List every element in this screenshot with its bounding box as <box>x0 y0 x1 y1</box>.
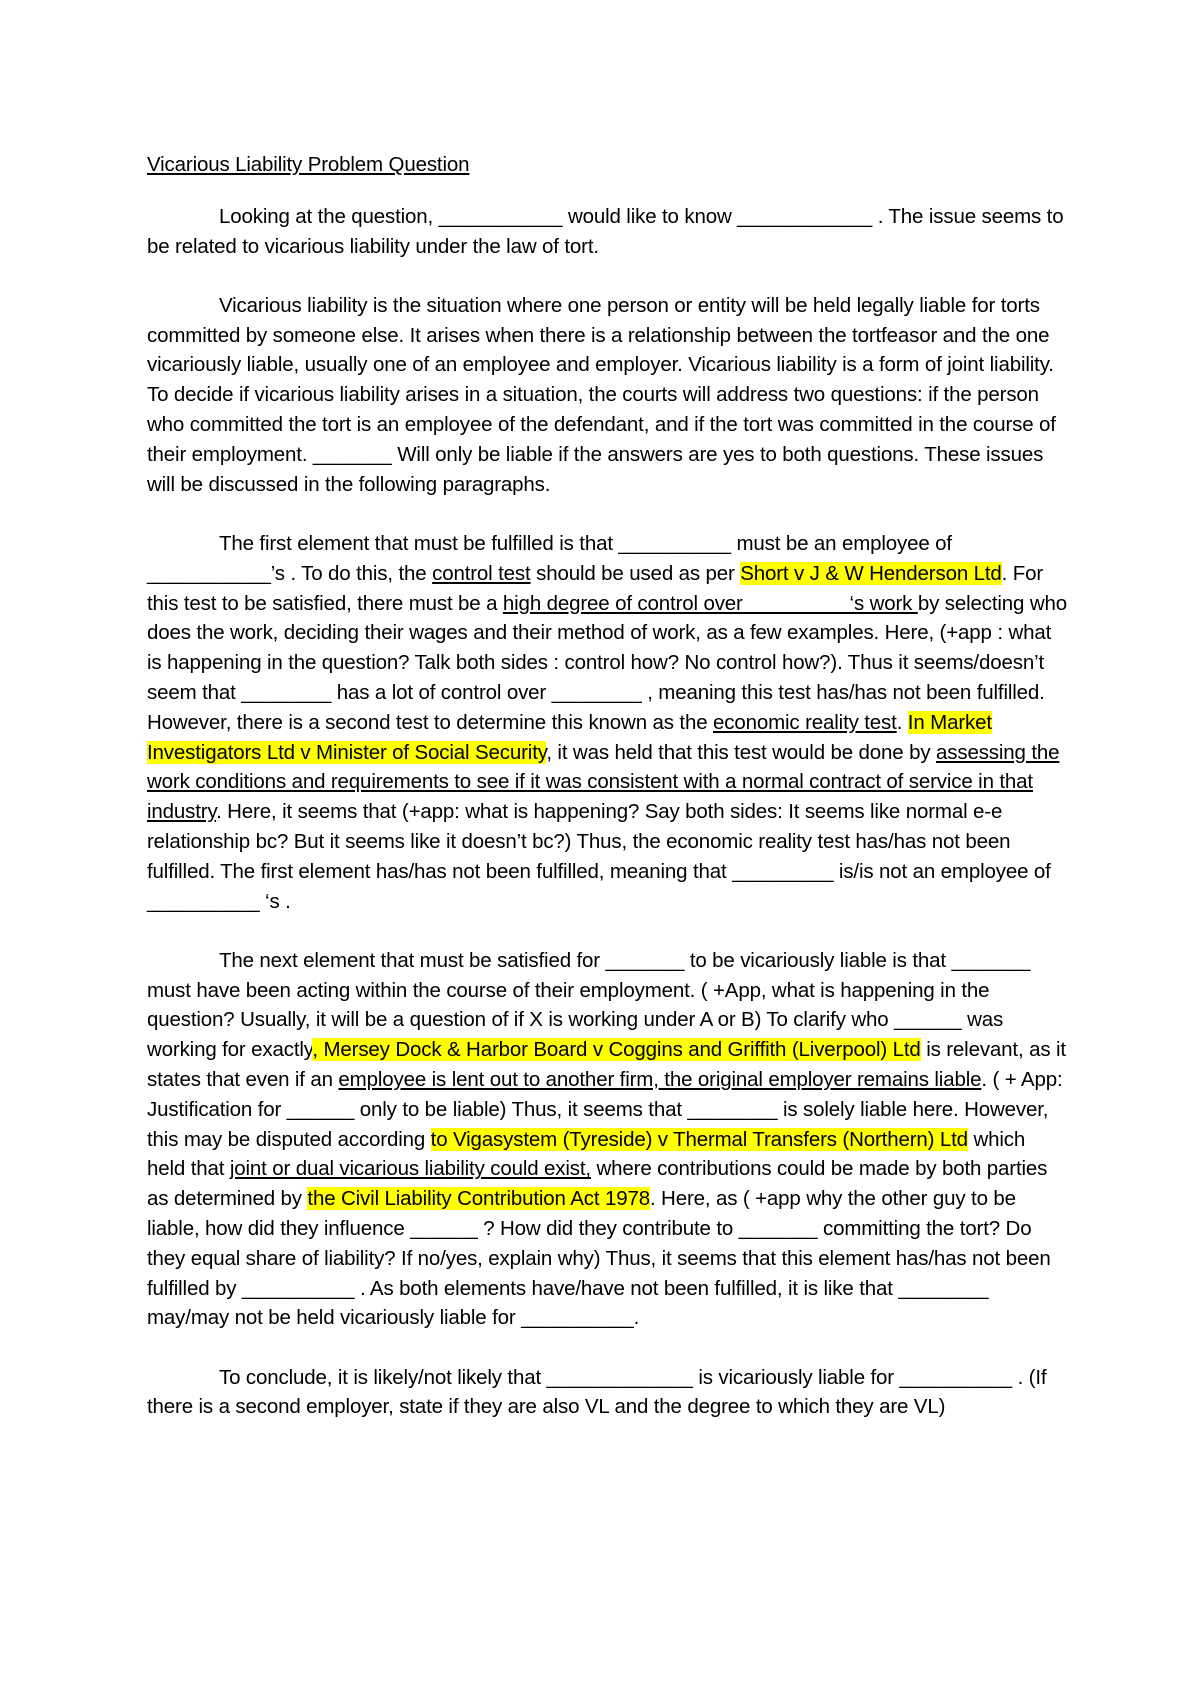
intro-text: Looking at the question, ___________ would like to know ____________ . The issue seems to be related to vicarious liability under the law of tort. <box>147 204 1064 258</box>
second-element-text: The next element that must be satisfied for _______ to be vicariously liable is that _______ must have been acting within the course of their employment. ( +App, what is happening in the question? Usually, it will be a question of if X is working under A or B) To clarify who ______ was working for exactly <box>147 948 1031 1062</box>
first-element-text: . Here, it seems that (+app: what is happening? Say both sides: It seems like normal e-e relationship bc? But it seems like it doesn’t bc?) Thus, the economic reality test has/has not been fulfilled. The first element has/has not been fulfilled, meaning that _________ is/is not an employee of __________ ‘s . <box>147 800 1051 913</box>
case-market-investigators: In Market Investigators Ltd v Minister of Social Security <box>147 710 992 764</box>
lent-employee-rule-underlined: employee is lent out to another firm, the original employer remains liable <box>338 1068 982 1092</box>
second-element-text: . Here, as ( +app why the other guy to be liable, how did they influence ______ ? How did they contribute to _______ committing the tort? Do they equal share of liability? If no/yes, explain why) Thus, it seems that this element has/has not been fulfilled by __________ . As both elements have/have not been fulfilled, it is like that ________ may/may not be held vicariously liable for __________. <box>147 1187 1051 1330</box>
control-definition-underlined: high degree of control over _________‘s work <box>502 591 918 615</box>
document-body <box>147 150 1067 1452</box>
paragraph-first-element <box>147 529 1067 916</box>
economic-reality-test-term: economic reality test <box>713 710 897 734</box>
case-mersey-dock: , Mersey Dock & Harbor Board v Coggins and Griffith (Liverpool) Ltd <box>312 1038 921 1062</box>
case-short-v-henderson: Short v J & W Henderson Ltd <box>740 561 1002 585</box>
economic-reality-definition-underlined: assessing the work conditions and requirements to see if it was consistent with a normal contract of service in that industry <box>147 740 1060 824</box>
second-element-text: . ( + App: Justification for ______ only to be liable) Thus, it seems that ________ is solely liable here. However, this may be disputed according <box>147 1068 1063 1151</box>
second-element-text: is relevant, as it states that even if an <box>147 1038 1066 1092</box>
second-element-text: where contributions could be made by both parties as determined by <box>147 1157 1048 1211</box>
first-element-text: . <box>896 710 908 734</box>
paragraph-intro <box>147 202 1067 262</box>
first-element-text: The first element that must be fulfilled is that __________ must be an employee of ___________’s . To do this, the <box>147 531 952 585</box>
second-element-text: which held that <box>147 1127 1026 1181</box>
paragraph-second-element <box>147 946 1067 1333</box>
document-title: Vicarious Liability Problem Question <box>147 153 470 176</box>
control-test-term: control test <box>432 561 531 585</box>
case-vigasystem: to Vigasystem (Tyreside) v Thermal Transfers (Northern) Ltd <box>430 1127 968 1151</box>
conclusion-text: To conclude, it is likely/not likely that _____________ is vicariously liable for __________ . (If there is a second employer, state if they are also VL and the degree to which they are VL) <box>147 1365 1047 1419</box>
first-element-text: . For this test to be satisfied, there must be a <box>147 561 1044 615</box>
statute-civil-liability-act: the Civil Liability Contribution Act 1978 <box>307 1187 650 1211</box>
first-element-text: by selecting who does the work, deciding their wages and their method of work, as a few examples. Here, (+app : what is happening in the question? Talk both sides : control how? No control how?). Thus it seems/doesn’t seem that ________ has a lot of control over ________ , meaning this test has/has not been fulfilled. However, there is a second test to determine this known as the <box>147 591 1067 734</box>
first-element-text: , it was held that this test would be done by <box>546 740 936 764</box>
definition-text: Vicarious liability is the situation where one person or entity will be held legally liable for torts committed by someone else. It arises when there is a relationship between the tortfeasor and the one vicariously liable, usually one of an employee and employer. Vicarious liability is a form of joint liability. To decide if vicarious liability arises in a situation, the courts will address two questions: if the person who committed the tort is an employee of the defendant, and if the tort was committed in the course of their employment. _______ Will only be liable if the answers are yes to both questions. These issues will be discussed in the following paragraphs. <box>147 293 1056 496</box>
dual-liability-rule-underlined: joint or dual vicarious liability could exist, <box>229 1157 591 1181</box>
paragraph-definition <box>147 291 1067 500</box>
first-element-text: should be used as per <box>530 561 741 585</box>
paragraph-conclusion <box>147 1363 1067 1423</box>
